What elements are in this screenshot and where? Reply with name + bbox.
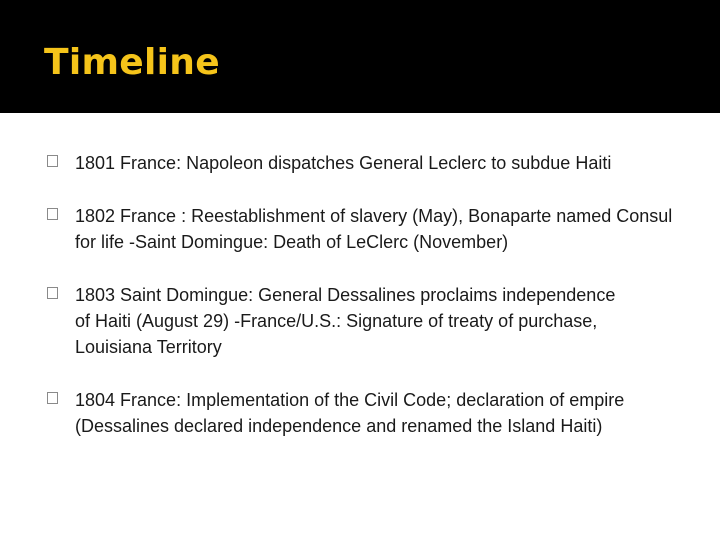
bullet-text: 1803 Saint Domingue: General Dessalines proclaims independence of Haiti (August 29) -France/U.S.: Signature of treaty of purchase, Louisiana Territory xyxy=(75,285,616,357)
bullet-text: 1804 France: Implementation of the Civil Code; declaration of empire (Dessalines declared independence and renamed the Island Haiti) xyxy=(75,390,625,436)
bullet-box-icon xyxy=(47,208,58,220)
bullet-text: 1801 France: Napoleon dispatches General Leclerc to subdue Haiti xyxy=(75,153,612,173)
slide-title: Timeline xyxy=(44,42,220,83)
bullet-text: 1802 France : Reestablishment of slavery (May), Bonaparte named Consul for life -Saint Domingue: Death of LeClerc (November) xyxy=(75,206,673,252)
bullet-box-icon xyxy=(47,392,58,404)
bullet-box-icon xyxy=(47,155,58,167)
bullet-box-icon xyxy=(47,287,58,299)
